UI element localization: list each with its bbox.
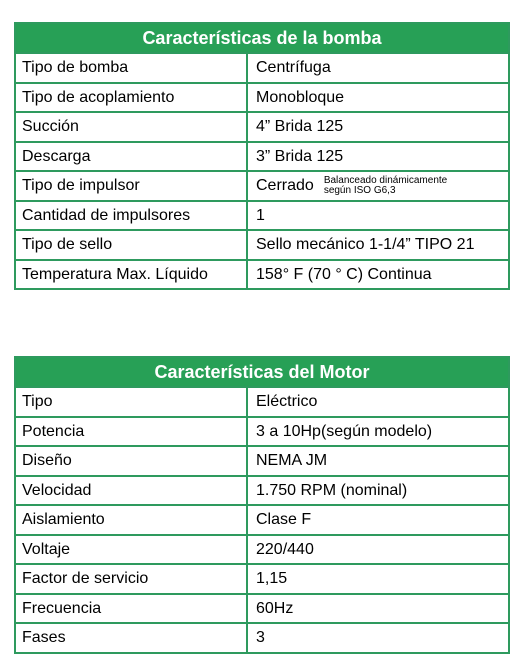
motor-characteristics-table — [14, 356, 510, 654]
row-label: Descarga — [16, 143, 248, 171]
pump-table-title: Características de la bomba — [16, 24, 508, 52]
row-value: 220/440 — [256, 540, 314, 558]
table-row — [16, 504, 508, 534]
row-label: Tipo de bomba — [16, 54, 248, 82]
table-row — [16, 200, 508, 230]
table-row — [16, 593, 508, 623]
row-value: Monobloque — [256, 88, 345, 106]
row-value: Eléctrico — [256, 393, 318, 411]
row-value: 3 — [256, 629, 265, 647]
motor-table-title: Características del Motor — [16, 358, 508, 386]
row-label: Diseño — [16, 447, 248, 475]
row-label: Tipo de impulsor — [16, 172, 248, 200]
row-label: Aislamiento — [16, 506, 248, 534]
impeller-balance-note — [324, 176, 447, 196]
row-value: 158° F (70 ° C) Continua — [256, 265, 432, 283]
table-row — [16, 534, 508, 564]
row-label: Factor de servicio — [16, 565, 248, 593]
row-label: Succión — [16, 113, 248, 141]
pump-characteristics-table — [14, 22, 510, 290]
row-value: Clase F — [256, 511, 312, 529]
row-value: NEMA JM — [256, 452, 328, 470]
table-row — [16, 170, 508, 200]
row-value: 1 — [256, 206, 265, 224]
table-row — [16, 259, 508, 289]
row-value: Sello mecánico 1-1/4” TIPO 21 — [256, 236, 475, 254]
row-value: Cerrado — [256, 177, 314, 195]
table-row — [16, 475, 508, 505]
table-row — [16, 563, 508, 593]
row-label: Tipo — [16, 388, 248, 416]
table-row — [16, 416, 508, 446]
row-label: Velocidad — [16, 477, 248, 505]
row-label: Fases — [16, 624, 248, 652]
row-value: 1,15 — [256, 570, 288, 588]
row-label: Frecuencia — [16, 595, 248, 623]
table-row — [16, 82, 508, 112]
table-row — [16, 52, 508, 82]
table-row — [16, 111, 508, 141]
row-label: Cantidad de impulsores — [16, 202, 248, 230]
row-label: Potencia — [16, 418, 248, 446]
row-value: 4” Brida 125 — [256, 118, 344, 136]
row-label: Tipo de sello — [16, 231, 248, 259]
row-value: 60Hz — [256, 599, 294, 617]
row-label: Tipo de acoplamiento — [16, 84, 248, 112]
table-row — [16, 141, 508, 171]
row-value: 3 a 10Hp(según modelo) — [256, 422, 433, 440]
row-value-container — [248, 172, 508, 200]
row-value: 3” Brida 125 — [256, 147, 344, 165]
table-row — [16, 386, 508, 416]
row-value: Centrífuga — [256, 59, 331, 77]
row-value: 1.750 RPM (nominal) — [256, 481, 408, 499]
table-row — [16, 229, 508, 259]
table-row — [16, 445, 508, 475]
note-line-2: según ISO G6,3 — [323, 184, 396, 196]
table-row — [16, 622, 508, 652]
note-line-1: Balanceado dinámicamente — [323, 174, 448, 186]
row-label: Temperatura Max. Líquido — [16, 261, 248, 289]
row-label: Voltaje — [16, 536, 248, 564]
